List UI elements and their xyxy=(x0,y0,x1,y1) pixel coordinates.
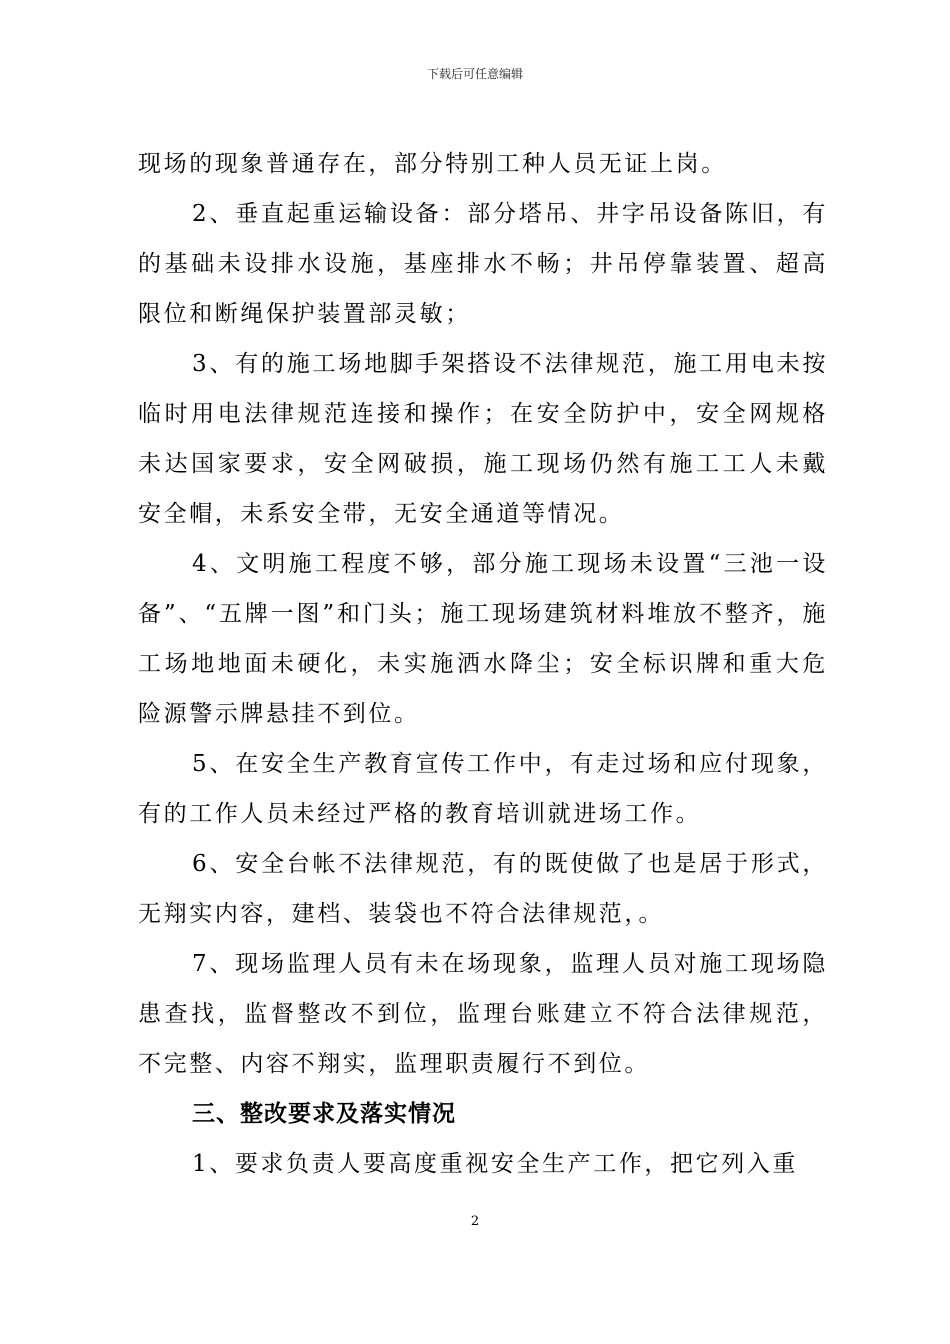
paragraph-item-7: 7、现场监理人员有未在场现象，监理人员对施工现场隐患查找，监督整改不到位，监理台账建立不符合法律规范，不完整、内容不翔实，监理职责履行不到位。 xyxy=(138,951,828,1077)
paragraph-item-5: 5、在安全生产教育宣传工作中，有走过场和应付现象，有的工作人员未经过严格的教育培训就进场工作。 xyxy=(138,751,828,827)
paragraph-item-3: 3、有的施工场地脚手架搭设不法律规范，施工用电未按临时用电法律规范连接和操作；在安全防护中，安全网规格未达国家要求，安全网破损，施工现场仍然有施工工人未戴安全帽，未系安全带，无安全通道等情况。 xyxy=(138,351,828,527)
paragraph-continuation: 现场的现象普通存在，部分特别工种人员无证上岗。 xyxy=(138,151,727,177)
paragraph-requirement-1: 1、要求负责人要高度重视安全生产工作，把它列入重 xyxy=(192,1151,799,1177)
paragraph-item-4: 4、文明施工程度不够，部分施工现场未设置“三池一设备”、“五牌一图”和门头；施工现场建筑材料堆放不整齐，施工场地地面未硬化，未实施洒水降尘；安全标识牌和重大危险源警示牌悬挂不到位。 xyxy=(138,551,828,727)
section-heading: 三、整改要求及落实情况 xyxy=(192,1101,456,1127)
page-number: 2 xyxy=(470,1214,480,1229)
page-header: 下载后可任意编辑 xyxy=(426,67,523,81)
document-body xyxy=(138,139,828,1189)
paragraph-item-6: 6、安全台帐不法律规范，有的既使做了也是居于形式，无翔实内容，建档、装袋也不符合法律规范，。 xyxy=(138,851,828,927)
paragraph-item-2: 2、垂直起重运输设备：部分塔吊、井字吊设备陈旧，有的基础未设排水设施，基座排水不畅；井吊停靠装置、超高限位和断绳保护装置部灵敏； xyxy=(138,201,828,327)
